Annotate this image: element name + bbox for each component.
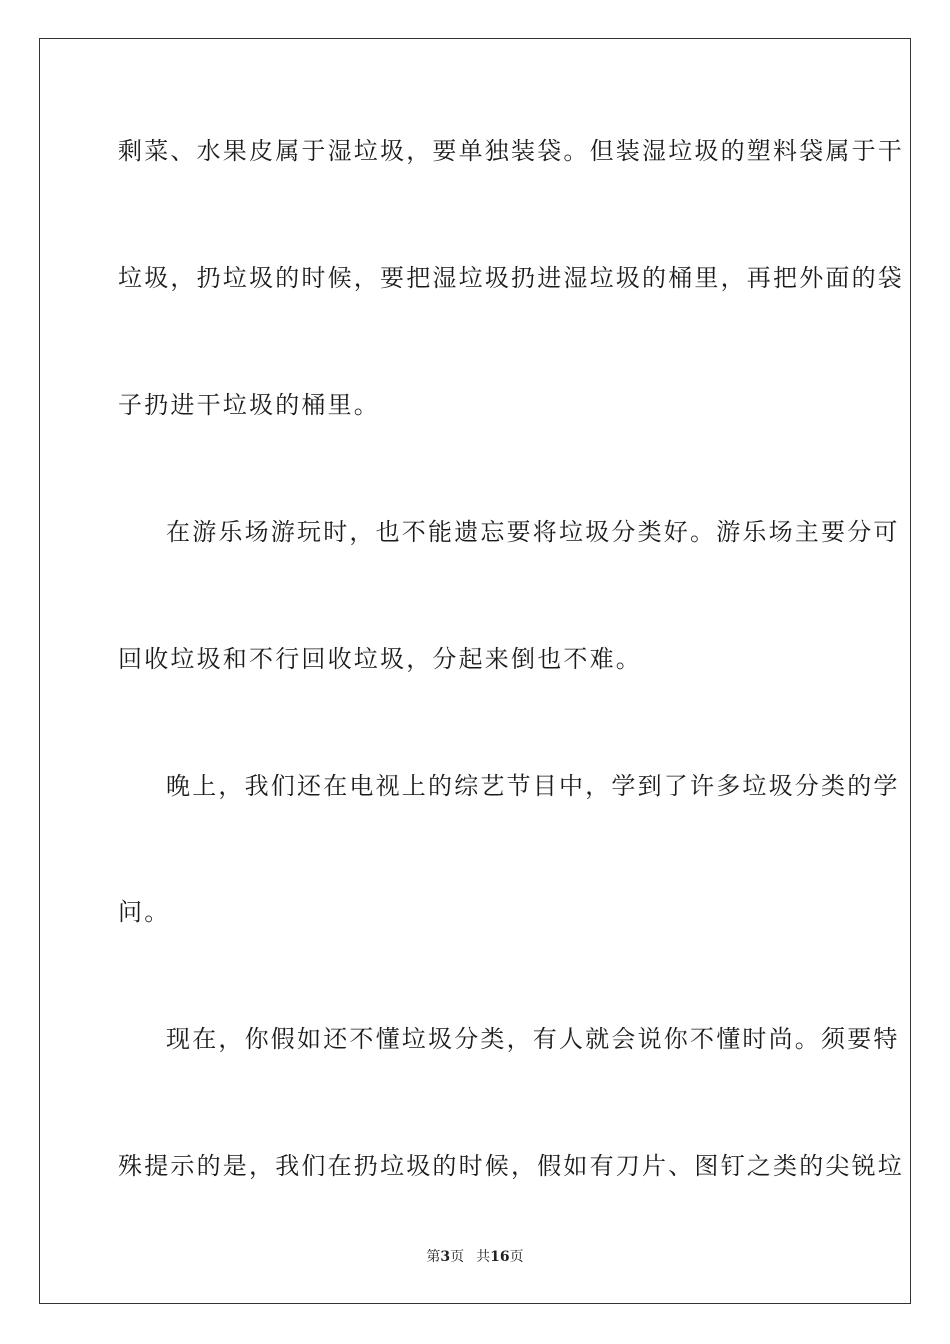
page-prefix: 第 <box>426 1249 441 1265</box>
text-line: 子扔进干垃圾的桶里。 <box>118 391 380 419</box>
text-line: 在游乐场游玩时，也不能遗忘要将垃圾分类好。游乐场主要分可 <box>166 518 900 546</box>
total-suffix: 页 <box>509 1249 524 1265</box>
page-footer <box>0 1246 950 1266</box>
page-suffix: 页 <box>450 1249 465 1265</box>
text-line: 回收垃圾和不行回收垃圾，分起来倒也不难。 <box>118 645 642 673</box>
text-line: 晚上，我们还在电视上的综艺节目中，学到了许多垃圾分类的学 <box>166 772 900 800</box>
text-line: 殊提示的是，我们在扔垃圾的时候，假如有刀片、图钉之类的尖锐垃 <box>118 1152 904 1180</box>
total-pages: 16 <box>490 1249 510 1265</box>
page-number: 3 <box>440 1249 451 1265</box>
total-prefix: 共 <box>476 1249 491 1265</box>
text-line: 垃圾，扔垃圾的时候，要把湿垃圾扔进湿垃圾的桶里，再把外面的袋 <box>118 264 904 292</box>
text-line: 现在，你假如还不懂垃圾分类，有人就会说你不懂时尚。须要特 <box>166 1025 900 1053</box>
text-line: 问。 <box>118 898 171 926</box>
text-line: 剩菜、水果皮属于湿垃圾，要单独装袋。但装湿垃圾的塑料袋属于干 <box>118 137 904 165</box>
